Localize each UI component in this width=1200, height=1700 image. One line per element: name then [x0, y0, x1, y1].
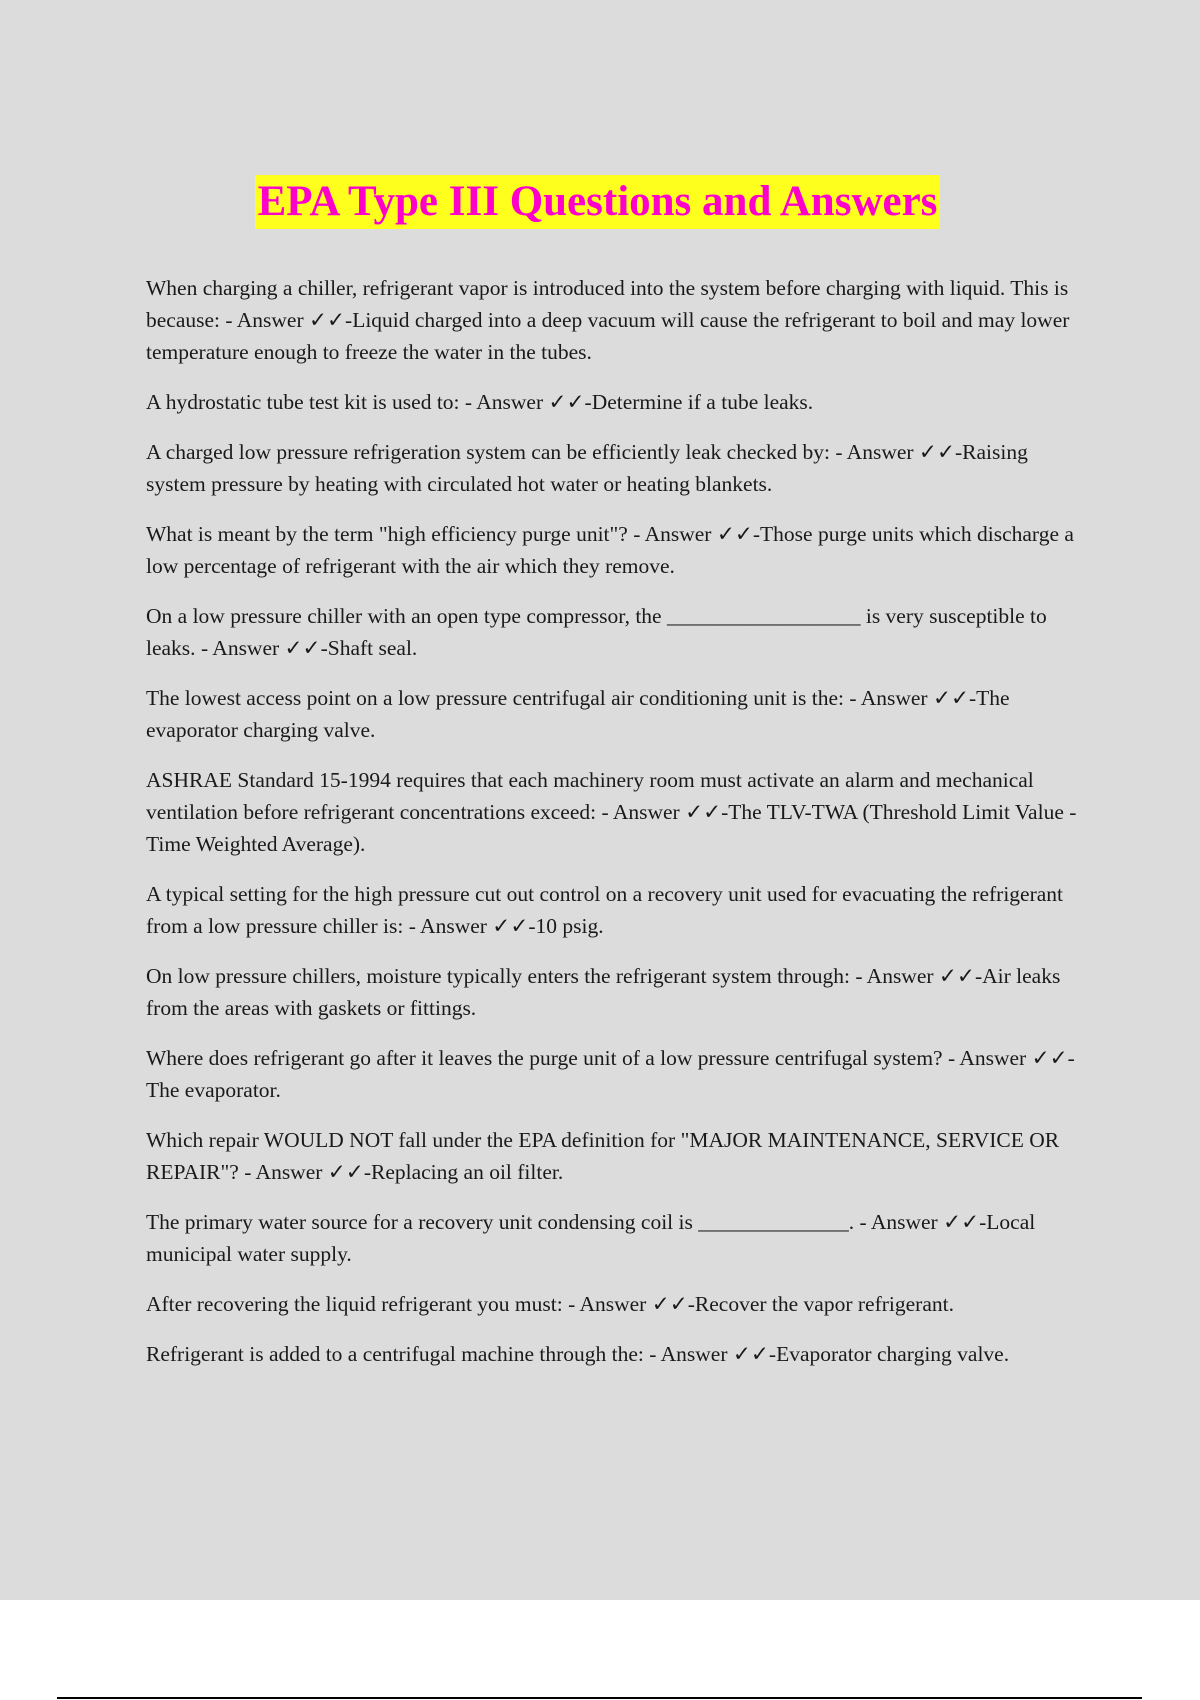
- qa-item: [146, 1042, 1086, 1106]
- qa-item: [146, 960, 1086, 1024]
- qa-item: [146, 1288, 1086, 1320]
- qa-item: [146, 386, 1086, 418]
- question-text: What is meant by the term "high efficiency purge unit"?: [146, 522, 628, 546]
- qa-item: [146, 518, 1086, 582]
- answer-marker: - Answer ✓✓-: [854, 1210, 987, 1234]
- question-text: When charging a chiller, refrigerant vapor is introduced into the system before charging with liquid. This is because:: [146, 276, 1069, 332]
- question-text: A charged low pressure refrigeration system can be efficiently leak checked by:: [146, 440, 830, 464]
- answer-text: The evaporator.: [146, 1078, 281, 1102]
- answer-marker: - Answer ✓✓-: [220, 308, 353, 332]
- answer-text: The TLV-TWA (Threshold Limit Value - Time Weighted Average).: [146, 800, 1077, 856]
- question-text: On low pressure chillers, moisture typically enters the refrigerant system through:: [146, 964, 850, 988]
- qa-list: [146, 272, 1086, 1370]
- document-title: EPA Type III Questions and Answers: [255, 175, 941, 229]
- qa-item: [146, 764, 1086, 860]
- qa-item: [146, 1338, 1086, 1370]
- answer-text: Liquid charged into a deep vacuum will cause the refrigerant to boil and may lower temperature enough to freeze the water in the tubes.: [146, 308, 1070, 364]
- question-text: ASHRAE Standard 15-1994 requires that each machinery room must activate an alarm and mechanical ventilation before refrigerant concentrations exceed:: [146, 768, 1034, 824]
- question-text: After recovering the liquid refrigerant you must:: [146, 1292, 563, 1316]
- answer-marker: - Answer ✓✓-: [643, 1342, 777, 1366]
- footer-divider: [57, 1697, 1142, 1699]
- answer-marker: - Answer ✓✓-: [403, 914, 536, 938]
- answer-text: 10 psig.: [535, 914, 604, 938]
- qa-item: [146, 272, 1086, 368]
- qa-item: [146, 1124, 1086, 1188]
- title-wrapper: [0, 146, 1200, 258]
- question-text: A typical setting for the high pressure cut out control on a recovery unit used for evacuating the refrigerant from a low pressure chiller is:: [146, 882, 1064, 938]
- answer-text: Evaporator charging valve.: [776, 1342, 1010, 1366]
- answer-text: Local municipal water supply.: [146, 1210, 1036, 1266]
- qa-item: [146, 878, 1086, 942]
- question-text: The lowest access point on a low pressure centrifugal air conditioning unit is the:: [146, 686, 844, 710]
- qa-item: [146, 436, 1086, 500]
- question-text: The primary water source for a recovery unit condensing coil is ______________.: [146, 1210, 855, 1234]
- answer-text: Recover the vapor refrigerant.: [694, 1292, 954, 1316]
- answer-marker: - Answer ✓✓-: [562, 1292, 695, 1316]
- answer-marker: - Answer ✓✓-: [459, 390, 592, 414]
- answer-text: Those purge units which discharge a low percentage of refrigerant with the air which they remove.: [146, 522, 1074, 578]
- answer-marker: - Answer ✓✓-: [843, 686, 977, 710]
- question-text: A hydrostatic tube test kit is used to:: [146, 390, 460, 414]
- qa-item: [146, 1206, 1086, 1270]
- answer-marker: - Answer ✓✓-: [829, 440, 963, 464]
- answer-text: The evaporator charging valve.: [146, 686, 1010, 742]
- qa-item: [146, 600, 1086, 664]
- answer-marker: - Answer ✓✓-: [596, 800, 729, 824]
- answer-text: Shaft seal.: [327, 636, 418, 660]
- question-text: Refrigerant is added to a centrifugal machine through the:: [146, 1342, 644, 1366]
- answer-text: Air leaks from the areas with gaskets or fittings.: [146, 964, 1061, 1020]
- answer-text: Determine if a tube leaks.: [591, 390, 814, 414]
- answer-marker: - Answer ✓✓-: [195, 636, 328, 660]
- answer-marker: - Answer ✓✓-: [942, 1046, 1075, 1070]
- answer-marker: - Answer ✓✓-: [627, 522, 761, 546]
- qa-item: [146, 682, 1086, 746]
- question-text: Which repair WOULD NOT fall under the EPA definition for "MAJOR MAINTENANCE, SERVICE OR REPAIR"?: [146, 1128, 1060, 1184]
- answer-text: Raising system pressure by heating with circulated hot water or heating blankets.: [146, 440, 1028, 496]
- question-text: Where does refrigerant go after it leaves the purge unit of a low pressure centrifugal system?: [146, 1046, 943, 1070]
- answer-text: Replacing an oil filter.: [370, 1160, 564, 1184]
- answer-marker: - Answer ✓✓-: [849, 964, 983, 988]
- answer-marker: - Answer ✓✓-: [238, 1160, 371, 1184]
- question-text: On a low pressure chiller with an open type compressor, the __________________ is very susceptible to leaks.: [146, 604, 1047, 660]
